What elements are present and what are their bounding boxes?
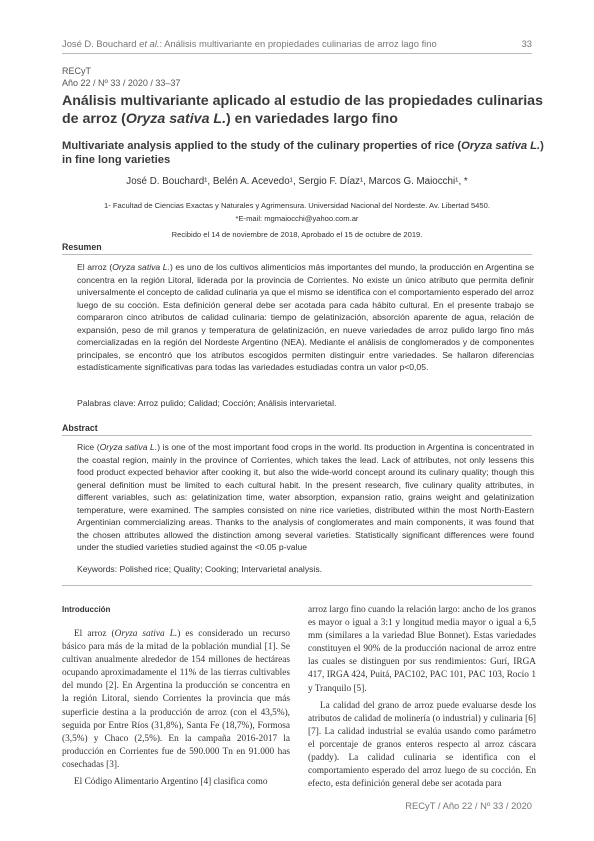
abstract-rule: [62, 435, 532, 436]
resumen-text: [77, 261, 534, 374]
abstract-heading: Abstract: [62, 423, 98, 433]
intro-p1-italic: Oryza sativa L.: [114, 629, 178, 639]
resumen-keywords: Palabras clave: Arroz pulido; Calidad; Cocción; Análisis intervarietal.: [77, 398, 337, 408]
abstract-text: [77, 441, 534, 554]
resumen-italic: Oryza sativa L.: [112, 262, 170, 272]
journal-name: RECyT: [62, 66, 91, 76]
page-number: 33: [521, 38, 532, 49]
journal-issue: Año 22 / Nº 33 / 2020 / 33–37: [62, 77, 181, 88]
abstract-body: ) is one of the most important food crops in the world. Its production in Argentina is concentrated in the coastal region, mainly in the province of Corrientes, which takes the lead. Lack of attributes, not only lessens this food product expected behavior after cooking it, but also the wide-world concept around its culinary quality; though this general definition must be limited to each cultural habit. In the present research, five culinary quality attributes, in different variables, such as: gelatinization time, water absorption, expansion ratio, grains weight and gelatinization temperature, were examined. The samples consisted on nine rice varieties, distributed within the most North-Eastern Argentinian commercializing areas. Thanks to the analysis of conglomerates and main components, it was found that the chosen attributes allowed the distinction among several varieties. Statistically significant differences were found under the studied varieties studied against the <0.05 p-value: [77, 442, 534, 552]
header-rule: [62, 53, 532, 54]
resumen-body: ) es uno de los cultivos alimenticios más importantes del mundo, la producción en Argentina se concentra en la región Litoral, liderada por la provincia de Corrientes. No existe un único atributo que permita definir universalmente el concepto de calidad culinaria ya que el mismo se identifica con el comportamiento esperado del arroz luego de su cocción. Esta definición general debe ser acotada para cada hábito cultural. En el presente trabajo se compararon cinco atributos de calidad culinaria: tiempo de gelatinización, absorción aparente de agua, relación de expansión, peso de mil granos y temperatura de gelatinización, en nueve variedades de arroz pulido largo fino más comercializadas en la región del Nordeste Argentino (NEA). Mediante el análisis de conglomerados y de componentes principales, se encontró que los atributos escogidos permiten distinguir entre variedades. Se hallaron diferencias estadísticamente significativas para todas las variedades estudiadas contra un valor p<0,05.: [77, 262, 534, 372]
title-es-italic: Oryza sativa L.: [125, 111, 227, 127]
running-head-etal: et al.: [139, 38, 160, 49]
abstract-italic: Oryza sativa L.: [99, 442, 158, 452]
affiliation-block: [0, 199, 594, 225]
abstract-keywords: Keywords: Polished rice; Quality; Cooking; Intervarietal analysis.: [77, 564, 323, 574]
intro-paragraph-3: arroz largo fino cuando la relación largo: ancho de los granos es mayor o igual a 3:1 y longitud media mayor o igual a 6,5 mm (similares a la variedad Blue Bonnet). Estas variedades constituyen el 90% de la producción nacional de arroz entre las cuales se distinguen por sus rendimientos: Gurí, IRGA 417, IRGA 424, Puitá, PAC102, PAC 101, PAC 103, Rocío 1 y Tranquilo [5].: [308, 605, 536, 694]
intro-heading: Introducción: [62, 605, 111, 614]
title-spanish: [62, 92, 544, 128]
resumen-lead: El arroz (: [77, 262, 113, 272]
authors: José D. Bouchard¹, Belén A. Acevedo¹, Sergio F. Díaz¹, Marcos G. Maiocchi¹, *: [126, 176, 468, 187]
intro-p1-body: ) es considerado un recurso básico para más de la mitad de la población mundial [1]. Se cultivan anualmente alrededor de 154 millones de hectáreas ocupando aproximadamente el 11% de las tierras cultivables del mundo [2]. En Argentina la producción se concentra en la región Litoral, siendo Corrientes la provincia que más superficie destina a la producción de arroz (con el 43,5%), seguida por Entre Ríos (31,8%), Santa Fe (18,7%), Formosa (3,5%) y Chaco (2,5%). En la campaña 2016-2017 la producción en Corrientes fue de 590.000 Tn en 91.000 has cosechadas [3].: [62, 629, 290, 770]
title-english: [62, 139, 544, 167]
received-dates: Recibido el 14 de noviembre de 2018, Aprobado el 15 de octubre de 2019.: [171, 230, 423, 239]
running-head-title: : Análisis multivariante en propiedades culinarias de arroz lago fino: [159, 38, 437, 49]
resumen-heading: Resumen: [62, 242, 102, 252]
title-es-part2: ) en variedades largo fino: [226, 111, 398, 127]
intro-column-left: [62, 628, 290, 793]
title-es-part1: Análisis multivariante aplicado al estudio de las propiedades culinarias de arroz (: [62, 93, 543, 127]
email: *E-mail: mgmaiocchi@yahoo.com.ar: [235, 214, 359, 223]
title-en-italic: Oryza sativa L.: [461, 140, 541, 152]
title-en-part1: Multivariate analysis applied to the study of the culinary properties of rice (: [62, 140, 462, 152]
abstract-lead: Rice (: [77, 442, 100, 452]
abstract-bottom-rule: [62, 585, 532, 586]
title-en-part2: ) in fine long varieties: [62, 140, 544, 166]
intro-p1-lead: El arroz (: [74, 629, 115, 639]
journal-info: [62, 66, 180, 89]
intro-column-right: [308, 604, 536, 795]
running-head-authors: José D. Bouchard: [62, 38, 140, 49]
intro-paragraph-4: La calidad del grano de arroz puede evaluarse desde los atributos de calidad de molinería (o industrial) y culinaria [6] [7]. La calidad industrial se evalúa usando como parámetro el porcentaje de granos enteros respecto al arroz cáscara (paddy). La calidad culinaria se identifica con el comportamiento esperado del arroz luego de su cocción. En efecto, esta definición general debe ser acotada para: [308, 700, 536, 790]
resumen-rule: [62, 254, 532, 255]
affiliation: 1- Facultad de Ciencias Exactas y Naturales y Agrimensura. Universidad Nacional del Nordeste. Av. Libertad 5450.: [104, 201, 490, 210]
intro-paragraph-1: [62, 628, 290, 772]
footer: RECyT / Año 22 / Nº 33 / 2020: [405, 800, 532, 811]
running-head: [62, 38, 532, 49]
intro-paragraph-2: El Código Alimentario Argentino [4] clasifica como: [74, 777, 268, 788]
